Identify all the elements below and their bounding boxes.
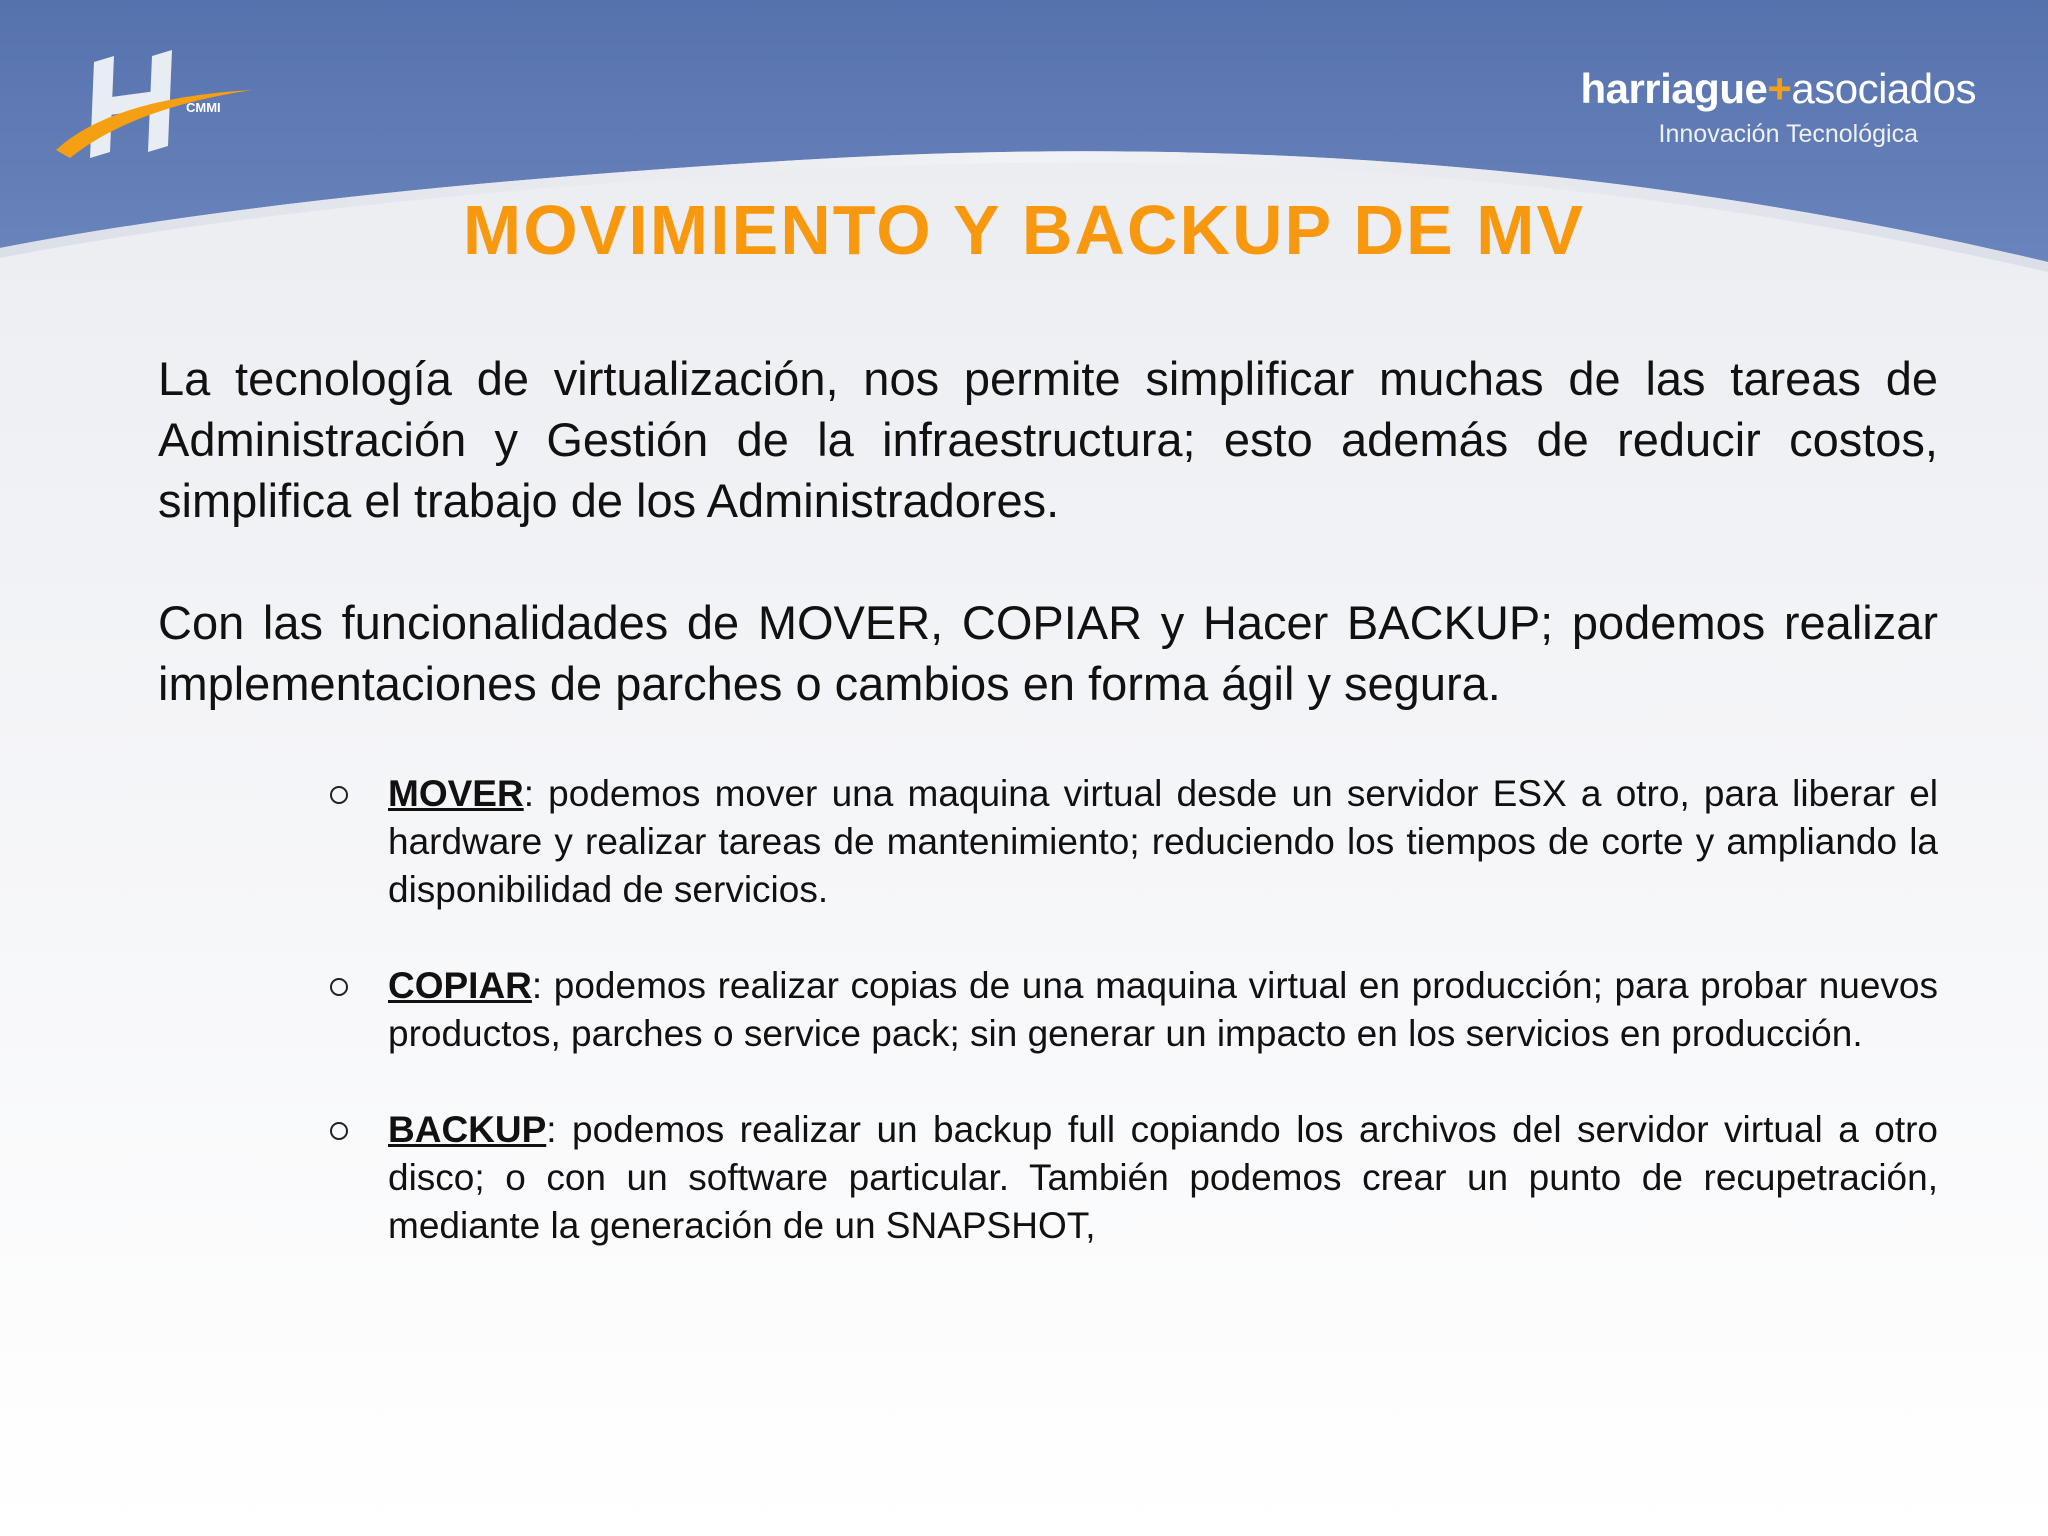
bullet-description: : podemos realizar copias de una maquina virtual en producción; para probar nuevos productos, parches o service pack; sin generar un impacto en los servicios en producción.	[388, 965, 1938, 1054]
intro-paragraph: La tecnología de virtualización, nos permite simplificar muchas de las tareas de Administración y Gestión de la infraestructura; esto además de reducir costos, simplifica el trabajo de los Administradores.	[158, 352, 1938, 527]
slide-title: MOVIMIENTO Y BACKUP DE MV	[462, 191, 1586, 269]
brand-name-rest: asociados	[1791, 65, 1976, 112]
company-logo-icon	[52, 50, 272, 160]
list-item-mover	[320, 770, 1938, 914]
brand-block	[1580, 66, 1976, 150]
list-item-copiar	[320, 962, 1938, 1058]
circle-bullet-icon	[330, 1122, 348, 1140]
bullet-text	[388, 1106, 1938, 1250]
list-item-backup	[320, 1106, 1938, 1250]
functions-paragraph: Con las funcionalidades de MOVER, COPIAR y Hacer BACKUP; podemos realizar implementaciones de parches o cambios en forma ágil y segura.	[158, 596, 1938, 710]
bullet-list	[320, 770, 1938, 1298]
brand-name-bold: harriague	[1580, 65, 1768, 112]
circle-bullet-icon	[330, 786, 348, 804]
logo-badge: CMMI	[186, 100, 221, 115]
circle-bullet-icon	[330, 978, 348, 996]
bullet-description: : podemos mover una maquina virtual desde un servidor ESX a otro, para liberar el hardware y realizar tareas de mantenimiento; reduciendo los tiempos de corte y ampliando la disponibilidad de servicios.	[388, 773, 1938, 910]
bullet-term: MOVER	[388, 773, 524, 814]
bullet-term: BACKUP	[388, 1109, 547, 1150]
brand-plus: +	[1767, 65, 1792, 112]
bullet-text	[388, 770, 1938, 914]
bullet-text	[388, 962, 1938, 1058]
brand-name	[1580, 66, 1976, 112]
bullet-term: COPIAR	[388, 965, 532, 1006]
brand-tagline: Innovación Tecnológica	[1658, 120, 1918, 148]
bullet-description: : podemos realizar un backup full copiando los archivos del servidor virtual a otro disco; o con un software particular. También podemos crear un punto de recupetración, mediante la generación de un SNAPSHOT,	[388, 1109, 1938, 1246]
